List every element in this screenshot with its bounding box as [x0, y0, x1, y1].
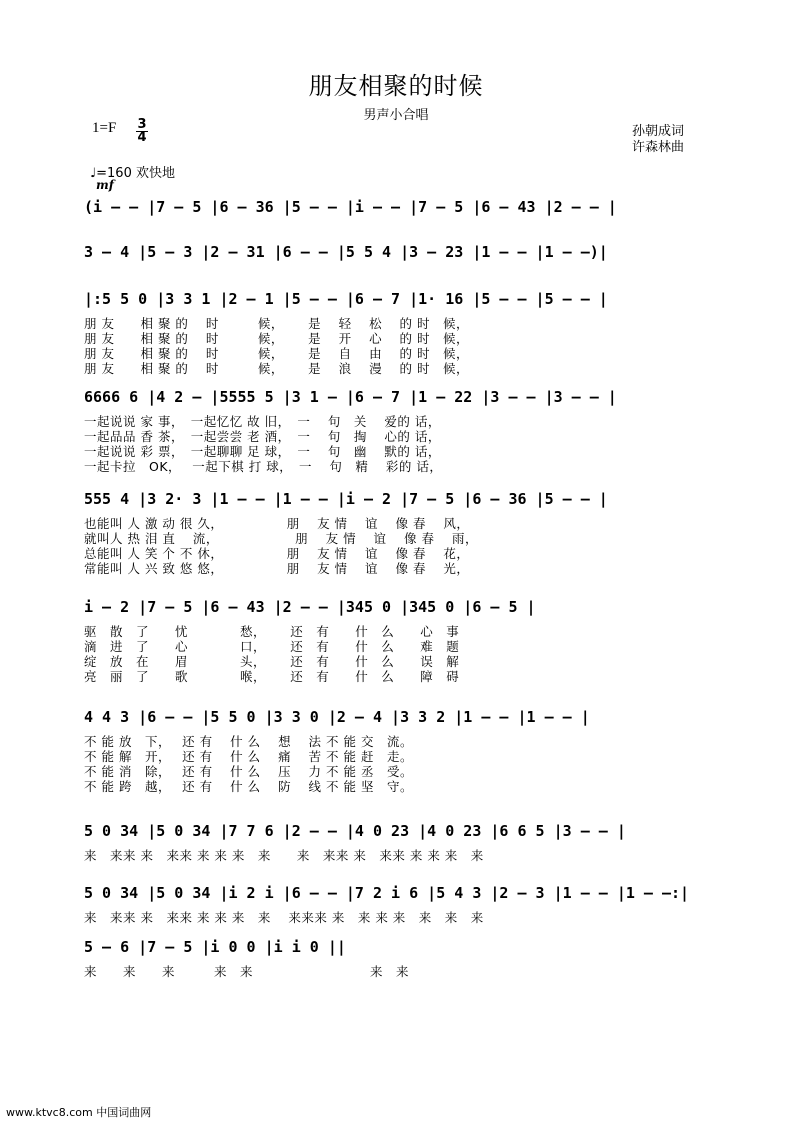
- lyric-line: 驱 散 了 忧 愁， 还 有 什 么 心 事: [84, 624, 460, 639]
- lyric-line: 不 能 解 开， 还 有 什 么 痛 苦 不 能 赶 走。: [84, 749, 413, 764]
- lyric-line: 也能叫 人 激 动 很 久， 朋 友 情 谊 像 春 风，: [84, 516, 470, 531]
- lyric-line: 一起卡拉 OK， 一起下棋 打 球， 一 句 精 彩的 话，: [84, 459, 443, 474]
- footer-watermark: www.ktvc8.com 中国词曲网: [6, 1106, 152, 1119]
- lyric-line: 来 来来 来 来来 来 来 来 来 来来来 来 来 来 来 来 来 来: [84, 910, 484, 925]
- lyric-line: 朋 友 相 聚 的 时 候， 是 自 由 的 时 候，: [84, 346, 470, 361]
- song-subtitle: 男声小合唱: [363, 108, 429, 123]
- lyric-line: 一起说说 家 事， 一起忆忆 故 旧， 一 句 关 爱的 话，: [84, 414, 441, 429]
- lyric-line: 朋 友 相 聚 的 时 候， 是 开 心 的 时 候，: [84, 331, 470, 346]
- notation-row-3: |:5 5 0 |3 3 1 |2 – 1 |5 – – |6 – 7 |1· 16 |5 – – |5 – – |: [84, 290, 608, 308]
- composer: 许森林曲: [632, 140, 685, 155]
- lyric-line: 朋 友 相 聚 的 时 候， 是 浪 漫 的 时 候，: [84, 361, 470, 376]
- lyric-line: 绽 放 在 眉 头， 还 有 什 么 误 解: [84, 654, 460, 669]
- lyric-line: 朋 友 相 聚 的 时 候， 是 轻 松 的 时 候，: [84, 316, 470, 331]
- lyric-line: 就叫人 热 泪 直 流， 朋 友 情 谊 像 春 雨，: [84, 531, 478, 546]
- song-title: 朋友相聚的时候: [308, 72, 484, 100]
- key-signature: 1=F: [92, 120, 117, 136]
- lyric-line: 不 能 跨 越， 还 有 什 么 防 线 不 能 坚 守。: [84, 779, 413, 794]
- dynamic-marking: mf: [96, 178, 114, 192]
- lyric-line: 滴 进 了 心 口， 还 有 什 么 难 题: [84, 639, 460, 654]
- notation-row-8: 5 0 34 |5 0 34 |7 7 6 |2 – – |4 0 23 |4 0 23 |6 6 5 |3 – – |: [84, 822, 626, 840]
- lyricist: 孙朝成词: [632, 124, 685, 139]
- notation-row-1: (i – – |7 – 5 |6 – 36 |5 – – |i – – |7 – 5 |6 – 43 |2 – – |: [84, 198, 617, 216]
- lyric-line: 一起说说 彩 票， 一起聊聊 足 球， 一 句 幽 默的 话，: [84, 444, 441, 459]
- notation-row-4: 6666 6 |4 2 – |5555 5 |3 1 – |6 – 7 |1 – 22 |3 – – |3 – – |: [84, 388, 617, 406]
- lyric-line: 常能叫 人 兴 致 悠 悠， 朋 友 情 谊 像 春 光，: [84, 561, 470, 576]
- tempo-marking: ♩=160 欢快地: [90, 166, 175, 181]
- lyric-line: 亮 丽 了 歌 喉， 还 有 什 么 障 碍: [84, 669, 460, 684]
- lyric-line: 一起品品 香 茶， 一起尝尝 老 酒， 一 句 掏 心的 话，: [84, 429, 441, 444]
- notation-row-5: 555 4 |3 2· 3 |1 – – |1 – – |i – 2 |7 – 5 |6 – 36 |5 – – |: [84, 490, 608, 508]
- notation-row-7: 4 4 3 |6 – – |5 5 0 |3 3 0 |2 – 4 |3 3 2 |1 – – |1 – – |: [84, 708, 590, 726]
- lyric-line: 来 来 来 来 来 来 来: [84, 964, 410, 979]
- notation-row-9: 5 0 34 |5 0 34 |i 2 i |6 – – |7 2 i 6 |5 4 3 |2 – 3 |1 – – |1 – –:|: [84, 884, 690, 902]
- notation-row-10: 5 – 6 |7 – 5 |i 0 0 |i i 0 ||: [84, 938, 346, 956]
- lyric-line: 总能叫 人 笑 个 不 休， 朋 友 情 谊 像 春 花，: [84, 546, 470, 561]
- notation-row-6: i – 2 |7 – 5 |6 – 43 |2 – – |345 0 |345 0 |6 – 5 |: [84, 598, 536, 616]
- lyric-line: 不 能 消 除， 还 有 什 么 压 力 不 能 丞 受。: [84, 764, 413, 779]
- time-signature-bottom: 4: [137, 130, 147, 145]
- lyric-line: 不 能 放 下， 还 有 什 么 想 法 不 能 交 流。: [84, 734, 413, 749]
- time-signature-top: 3: [137, 117, 147, 132]
- time-signature: [136, 119, 148, 144]
- lyric-line: 来 来来 来 来来 来 来 来 来 来 来来 来 来来 来 来 来 来: [84, 848, 484, 863]
- notation-row-2: 3 – 4 |5 – 3 |2 – 31 |6 – – |5 5 4 |3 – 23 |1 – – |1 – –)|: [84, 243, 608, 261]
